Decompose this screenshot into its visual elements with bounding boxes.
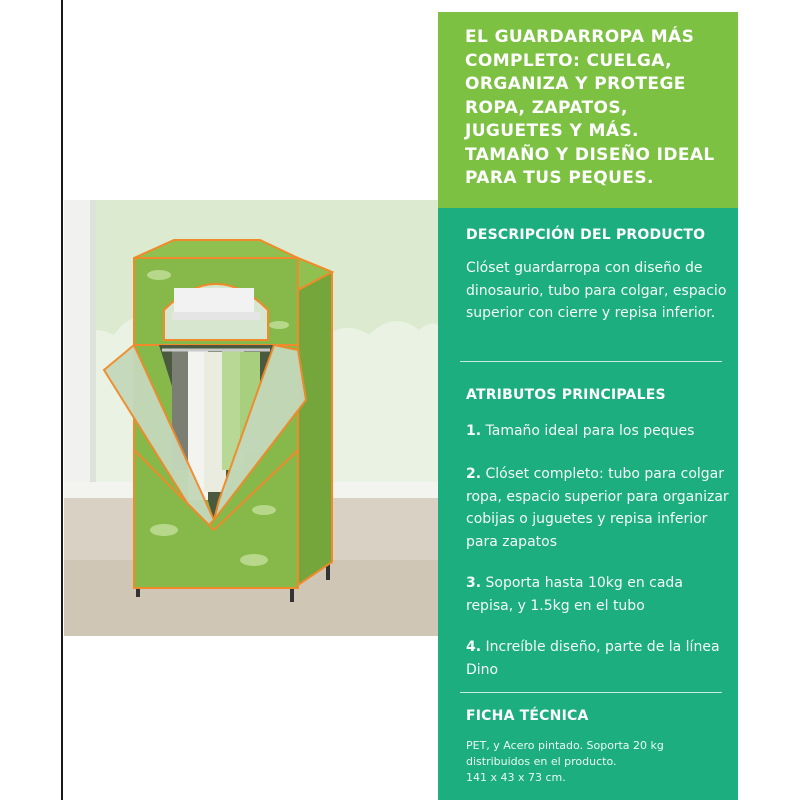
divider xyxy=(460,692,722,693)
attribute-item-3 xyxy=(466,572,734,617)
attribute-number: 1. xyxy=(466,423,482,439)
description-title: DESCRIPCIÓN DEL PRODUCTO xyxy=(466,227,706,243)
attribute-number: 3. xyxy=(466,575,482,591)
divider xyxy=(460,361,722,362)
headline-text: EL GUARDARROPA MÁS COMPLETO: CUELGA, ORGANIZA Y PROTEGE ROPA, ZAPATOS, JUGUETES Y MÁS. TAMAÑO Y DISEÑO IDEAL PARA TUS PEQUES. xyxy=(465,27,715,188)
attribute-text: Increíble diseño, parte de la línea Dino xyxy=(466,639,720,678)
attribute-item-4 xyxy=(466,636,734,681)
tech-dimensions: 141 x 43 x 73 cm. xyxy=(466,771,566,784)
attribute-number: 4. xyxy=(466,639,482,655)
description-text: Clóset guardarropa con diseño de dinosaurio, tubo para colgar, espacio superior con cierre y repisa inferior. xyxy=(466,260,727,321)
details-block xyxy=(438,208,738,800)
tech-title: FICHA TÉCNICA xyxy=(466,708,589,724)
attribute-item-2 xyxy=(466,463,734,553)
attributes-title: ATRIBUTOS PRINCIPALES xyxy=(466,387,666,403)
attribute-text: Soporta hasta 10kg en cada repisa, y 1.5kg en el tubo xyxy=(466,575,683,614)
attribute-text: Tamaño ideal para los peques xyxy=(485,423,695,439)
headline-block xyxy=(438,12,738,208)
tech-text: PET, y Acero pintado. Soporta 20 kg distribuidos en el producto. xyxy=(466,739,664,768)
attribute-number: 2. xyxy=(466,466,482,482)
attribute-item-1 xyxy=(466,420,734,443)
product-photo xyxy=(64,200,438,636)
info-panel xyxy=(438,12,738,800)
attribute-text: Clóset completo: tubo para colgar ropa, espacio superior para organizar cobijas o juguetes y repisa inferior para zapatos xyxy=(466,466,729,550)
page-left-border xyxy=(61,0,63,800)
